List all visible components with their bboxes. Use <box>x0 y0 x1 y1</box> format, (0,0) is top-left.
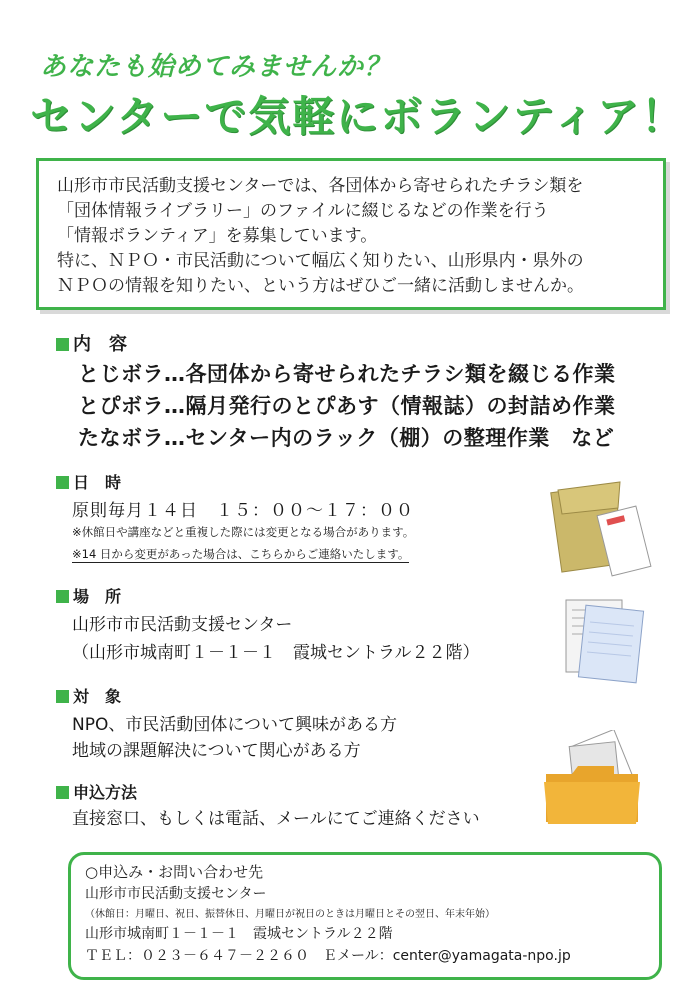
contact-box <box>68 852 662 980</box>
contact-tel-email: ＴＥＬ：０２３－６４７－２２６０ Ｅメール：center@yamagata-npo.jp <box>85 948 571 964</box>
bullet-square-icon <box>56 338 69 351</box>
contact-address: 山形市城南町１－１－１ 霞城セントラル２２階 <box>85 926 393 942</box>
documents-icon <box>560 596 650 686</box>
contact-org: 山形市市民活動支援センター <box>85 886 267 902</box>
section-apply-heading: 申込方法 <box>56 780 137 803</box>
target-line: 地域の課題解決について関心がある方 <box>72 741 361 761</box>
place-line: 山形市市民活動支援センター <box>72 615 293 635</box>
intro-box <box>36 158 666 310</box>
intro-line: 「団体情報ライブラリー」のファイルに綴じるなどの作業を行う <box>57 201 549 221</box>
headline-main: センターで気軽にボランティア！ <box>30 92 685 141</box>
intro-line: 特に、ＮＰＯ・市民活動について幅広く知りたい、山形県内・県外の <box>57 251 584 271</box>
section-content-heading: 内 容 <box>56 330 127 356</box>
datetime-note: ※休館日や講座などと重複した際には変更となる場合があります。 <box>72 525 415 539</box>
headline-sub: あなたも始めてみませんか？ <box>40 52 392 82</box>
content-item: たなボラ…センター内のラック（棚）の整理作業 など <box>78 426 615 450</box>
section-target-heading: 対 象 <box>56 684 121 707</box>
intro-line: 「情報ボランティア」を募集しています。 <box>57 226 378 246</box>
apply-line: 直接窓口、もしくは電話、メールにてご連絡ください <box>72 809 480 829</box>
section-place-heading: 場 所 <box>56 584 121 607</box>
intro-line: ＮＰＯの情報を知りたい、という方はぜひご一緒に活動しませんか。 <box>57 276 584 296</box>
content-item: とぴボラ…隔月発行のとぴあす（情報誌）の封詰め作業 <box>78 394 616 418</box>
datetime-main: 原則毎月１４日 １５：００～１７：００ <box>72 501 414 521</box>
bullet-square-icon <box>56 690 69 703</box>
place-line: （山形市城南町１－１－１ 霞城セントラル２２階） <box>72 643 480 663</box>
bullet-square-icon <box>56 476 69 489</box>
datetime-note: ※14 日から変更があった場合は、こちらからご連絡いたします。 <box>72 547 410 561</box>
bullet-square-icon <box>56 786 69 799</box>
folder-icon <box>542 730 642 826</box>
contact-closed-days: （休館日：月曜日、祝日、振替休日、月曜日が祝日のときは月曜日とその翌日、年末年始） <box>85 909 495 920</box>
contact-heading: ○申込み・お問い合わせ先 <box>85 863 264 881</box>
target-line: NPO、市民活動団体について興味がある方 <box>72 715 398 735</box>
envelopes-icon <box>548 480 660 580</box>
section-datetime-heading: 日 時 <box>56 470 121 493</box>
intro-line: 山形市市民活動支援センターでは、各団体から寄せられたチラシ類を <box>57 176 584 196</box>
content-item: とじボラ…各団体から寄せられたチラシ類を綴じる作業 <box>78 362 616 386</box>
bullet-square-icon <box>56 590 69 603</box>
